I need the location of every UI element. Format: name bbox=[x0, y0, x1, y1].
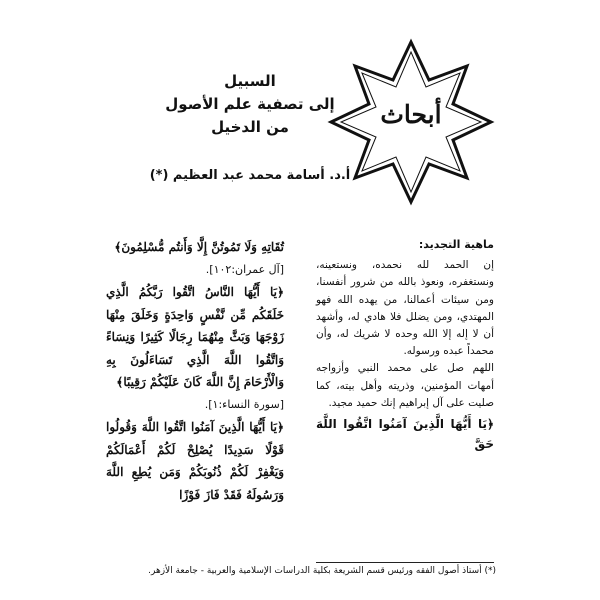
right-column bbox=[316, 236, 494, 454]
intro-paragraph: إن الحمد لله نحمده، ونستعينه، ونستغفره، ونعوذ بالله من شرور أنفسنا، ومن سيئات أعمالنا، من يهده الله فهو المهتدي، ومن يضلل فلا هادي له، وأشهد أن لا إله إلا الله وحده لا شريك له، وأن محمداً عبده ورسوله. bbox=[316, 259, 494, 358]
verse-2: ﴿يَا أَيُّهَا النَّاسُ اتَّقُوا رَبَّكُمُ الَّذِي خَلَقَكُم مِّن نَّفْسٍ وَاحِدَةٍ وَخَلَقَ مِنْهَا زَوْجَهَا وَبَثَّ مِنْهُمَا رِجَالًا كَثِيرًا وَنِسَاءً وَاتَّقُوا اللَّهَ الَّذِي تَسَاءَلُونَ بِهِ وَالْأَرْحَامَ إِنَّ اللَّهَ كَانَ عَلَيْكُمْ رَقِيبًا﴾ bbox=[106, 285, 284, 389]
title-line-2: إلى تصفية علم الأصول bbox=[165, 95, 335, 113]
article-title bbox=[150, 70, 350, 139]
verse-1-reference: [آل عمران:١٠٢]. bbox=[205, 262, 284, 276]
prayer-paragraph: اللهم صل على محمد النبي وأزواجه أمهات المؤمنين، وذريته وأهل بيته، كما صليت على آل إبراهيم إنك حميد مجيد. bbox=[316, 362, 494, 409]
title-line-3: من الدخيل bbox=[211, 118, 289, 136]
section-heading: ماهية التجديد: bbox=[418, 238, 494, 251]
verse-2-reference: [سورة النساء:١]. bbox=[204, 397, 284, 411]
verse-start: ﴿يَا أَيُّهَا الَّذِينَ آمَنُوا اتَّقُوا اللَّهَ حَقَّ bbox=[316, 417, 494, 452]
footnote: (*) أستاذ أصول الفقه ورئيس قسم الشريعة بكلية الدراسات الإسلامية والعربية - جامعة الأزهر. bbox=[148, 566, 496, 576]
verse-3: ﴿يَا أَيُّهَا الَّذِينَ آمَنُوا اتَّقُوا اللَّهَ وَقُولُوا قَوْلًا سَدِيدًا يُصْلِحْ لَكُمْ أَعْمَالَكُمْ وَيَغْفِرْ لَكُمْ ذُنُوبَكُمْ وَمَن يُطِعِ اللَّهَ وَرَسُولَهُ فَقَدْ فَازَ فَوْزًا bbox=[106, 420, 284, 502]
verse-1-end: تُقَاتِهِ وَلَا تَمُوتُنَّ إِلَّا وَأَنتُم مُّسْلِمُونَ﴾ bbox=[114, 240, 284, 254]
left-column bbox=[106, 236, 284, 506]
section-label: أبحاث bbox=[380, 100, 442, 129]
title-line-1: السبيل bbox=[224, 72, 276, 90]
author-name: أ.د. أسامة محمد عبد العظيم (*) bbox=[149, 168, 351, 183]
footnote-divider bbox=[316, 562, 494, 563]
